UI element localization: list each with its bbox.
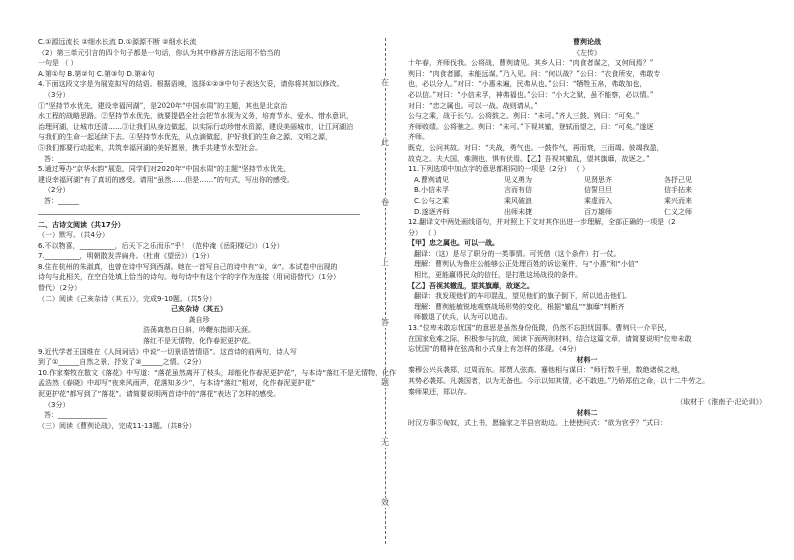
q11-option-c[interactable] bbox=[414, 197, 766, 208]
q11-option-cell: 仁义之师 bbox=[664, 207, 692, 216]
q11-option-cell: A.曹刿请见 bbox=[414, 175, 449, 184]
binding-char: 此 bbox=[378, 138, 392, 148]
q11-option-cell: 见义勇为 bbox=[504, 175, 532, 184]
q3-option-cd: C.①源远流长 ②细水长流 D.①源源不断 ②细水长流 bbox=[38, 38, 197, 46]
part3-heading: （三）阅读《曹刿论战》，完成11-13题。（共8分） bbox=[38, 421, 196, 430]
q11-option-cell: 乘兴而来 bbox=[664, 196, 692, 205]
poem-title: 己亥杂诗（其五） bbox=[171, 305, 227, 314]
q5-stem: 5.通过筹办“京华水韵”展览，同学们对2020年“中国水周”的主题“坚持节水优先， bbox=[38, 165, 291, 174]
binding-char: 答 bbox=[378, 318, 392, 328]
q4-passage-line: 与我们的生命一起延续下去。④坚持节水优先，从点滴做起，护好我们的生命之源、文明之源， bbox=[38, 133, 332, 142]
q12-stem: 12.翻译文中两处画线语句，并对照上下文对其作出进一步理解，全部正确的一项是（2 bbox=[408, 218, 676, 227]
q11-option-cell: 各抒己见 bbox=[664, 175, 692, 184]
q10-line: 孟浩然《春晓》中却写“夜来风雨声，花落知多少”，与本诗“落红”相对，化作春泥更护花” bbox=[38, 379, 316, 388]
passage-line: 齐师。 bbox=[408, 133, 429, 142]
q3-2-stem: （2）第三单元引言的四个句子都是一句话，你认为其中修辞方法运用不恰当的 bbox=[38, 48, 281, 57]
q13-line: 忘忧国”的精神在弦高和小式身上有怎样的体现。（4分） bbox=[408, 345, 581, 354]
binding-char: 效 bbox=[378, 498, 392, 508]
q13-line: 13.“位卑未敢忘忧国”的意思是虽然身份低微，仍然不忘担忧国事。曹刿只一介平民， bbox=[408, 324, 672, 333]
right-column bbox=[408, 38, 766, 430]
binding-char: 题 bbox=[378, 378, 392, 388]
binding-dashed-line bbox=[385, 38, 386, 544]
q5-score: （2分） bbox=[44, 186, 70, 195]
q11-option-cell: B.小信未孚 bbox=[414, 186, 450, 195]
poem-line: 落红不是无情物，化作春泥更护花。 bbox=[143, 337, 255, 346]
q11-option-a[interactable] bbox=[414, 176, 766, 187]
q12-yi-line: 理解：曹刿能敏锐地观察战场形势的变化，根据“辙乱”“旗靡”判断齐 bbox=[414, 302, 625, 311]
passage-source: 《左传》 bbox=[573, 48, 601, 57]
poem-author: 龚自珍 bbox=[188, 315, 210, 324]
left-column bbox=[38, 38, 397, 432]
binding-char: 在 bbox=[378, 78, 392, 88]
binding-char: 无 bbox=[378, 438, 392, 448]
part2-heading: （二）阅读《己亥杂诗（其五）》，完成9-10题。（共5分） bbox=[38, 294, 216, 303]
q4-answer-line[interactable]: 答：______________________________ bbox=[44, 154, 163, 163]
passage-line: 刿曰：“肉食者鄙，未能远谋。”乃入见。问：“何以战？”公曰：“衣食所安，弗敢专 bbox=[408, 69, 661, 78]
q3-2-stem-cont: 一句是 （ ） bbox=[38, 59, 78, 68]
q4-score: （3分） bbox=[44, 90, 70, 99]
passage-line: 对曰：“忠之属也。可以一战。战则请从。” bbox=[408, 101, 538, 110]
q11-option-cell: 乘风破浪 bbox=[504, 196, 532, 205]
q6: 6.不以物喜，__________，后天下之乐而乐”乎！（范仲淹《岳阳楼记》）（1分） bbox=[38, 241, 284, 250]
q10-line: 10.作家秦牧在散文《落花》中写道：“落花虽然离开了枝头，却能化作春泥更护花”，与本诗“落红不是无情物，化作 bbox=[38, 368, 397, 377]
q11-option-cell: 乘虚而入 bbox=[584, 196, 612, 205]
q12-yi-heading: 【乙】吾视其辙乱，望其旗靡，故逐之。 bbox=[408, 281, 534, 290]
passage-line: 公与之乘，战于长勺。公将鼓之。刿曰：“未可。”齐人三鼓。刿曰：“可矣。” bbox=[408, 112, 640, 121]
q12-jia-line: 相比，更能赢得民众的信任，是打胜这场战役的条件。 bbox=[414, 271, 582, 280]
q11-option-cell: 言而有信 bbox=[504, 186, 532, 195]
binding-char: 上 bbox=[378, 258, 392, 268]
q5-stem-cont: 建设幸福河湖”有了真切的感受。请用“虽然……但是……”的句式，写出你的感受。 bbox=[38, 175, 294, 184]
q12-jia-line: 理解：曹刿认为鲁庄公能够公正处理百姓的诉讼案件，与“小惠”和“小信” bbox=[414, 260, 639, 269]
section2-heading: 二、古诗文阅读（共17分） bbox=[38, 220, 125, 229]
q11-option-d[interactable] bbox=[414, 208, 766, 219]
q11-option-cell: C.公与之乘 bbox=[414, 196, 450, 205]
q11-options bbox=[408, 176, 766, 218]
q4-passage-line: 治理河湖，让城市还清……③让我们从身边做起，以实际行动珍惜水资源，建设美丽城市，让江河湖泊 bbox=[38, 122, 353, 131]
passage-line: 齐师败绩。公将驰之。刿曰：“未可。”下视其辙，登轼而望之，曰：“可矣。”遂逐 bbox=[408, 122, 654, 131]
q7: 7.__________，明朝散发弄扁舟。（杜甫《望岳》）（1分） bbox=[38, 252, 214, 261]
q12-stem-cont: 分） （ ） bbox=[408, 228, 441, 237]
q11-option-cell: 见贤思齐 bbox=[584, 175, 612, 184]
passage-title: 曹刿论战 bbox=[573, 38, 601, 46]
material1-line: 秦师果还，郑以存。 bbox=[408, 387, 471, 396]
part1-heading: （一）默写。（共4分） bbox=[38, 231, 109, 240]
q11-stem: 11.下列选项中加点字的意思都相同的一项是（2分） （ ） bbox=[408, 165, 590, 174]
q12-jia-heading: 【甲】忠之属也。可以一战。 bbox=[408, 239, 499, 248]
poem-line: 浩荡离愁白日斜，吟鞭东指即天涯。 bbox=[143, 326, 255, 335]
passage-line: 也，必以分人。”对曰：“小惠未遍，民弗从也。”公曰：“牺牲玉帛，弗敢加也， bbox=[408, 80, 647, 89]
q11-option-b[interactable] bbox=[414, 186, 766, 197]
material1-line: 秦穆公兴兵袭郑，过周而东。郑贾人弦高、蹇他相与谋曰：“师行数千里，数绝诸侯之地， bbox=[408, 366, 685, 375]
material1-source: （取材于《淮南子·氾论训》） bbox=[676, 398, 766, 407]
material2-title: 材料二 bbox=[576, 408, 598, 417]
q8-line: 替代）（2分） bbox=[38, 284, 81, 293]
q11-option-cell: 出师未捷 bbox=[504, 207, 532, 216]
q11-option-cell: 信誓旦旦 bbox=[584, 186, 612, 195]
q13-line: 在国家危难之际，积极参与抗敌，阅读下面两则材料，结合这篇文章，请简要说明“位卑未敢 bbox=[408, 334, 692, 343]
passage-line: 既克，公问其故。对曰：“夫战，勇气也。一鼓作气，再而衰，三而竭。彼竭我盈， bbox=[408, 143, 664, 152]
q12-jia-line: 翻译：（这）是尽了职分的一类事情。可凭借（这个条件）打一仗。 bbox=[414, 249, 621, 258]
q4-passage-line: ①“坚持节水优先，建设幸福河湖”，是2020年“中国水周”的主题，其也是北京治 bbox=[38, 101, 288, 110]
q9-line: 9.近代学者王国维在《人间词话》中说“一切景语皆情语”。这首诗的前两句，诗人写 bbox=[38, 347, 297, 356]
section-divider bbox=[38, 214, 360, 215]
binding-margin bbox=[372, 38, 400, 544]
q8-line: 8.住在杭州的朱淑真，也曾在诗中写到西湖。她在一首写自己的诗中有“①，②”。本试卷中出现的 bbox=[38, 262, 338, 271]
material1-line: 其势必袭郑。凡袭国者，以为无备也。今示以知其情，必不敢进。”乃矫郑伯之命，以十二牛劳之。 bbox=[408, 377, 710, 385]
q11-option-cell: 百万雄师 bbox=[584, 207, 612, 216]
q11-option-cell: D.遂逐齐师 bbox=[414, 207, 450, 216]
q10-answer-line[interactable]: 答：______________ bbox=[44, 411, 107, 420]
q4-passage-line: ⑤我们都要行动起来，共筑幸福河湖的美好愿景，携手共建节水型社会。 bbox=[38, 143, 262, 152]
q12-yi-line: 师撤退了伏兵，认为可以追击。 bbox=[414, 313, 512, 322]
material1-title: 材料一 bbox=[576, 355, 598, 364]
q4-stem: 4.下面这段文字是为展览拟写的结语。根据语境，选择①②③中句子表达欠妥，请你将其加以修改。 bbox=[38, 80, 344, 89]
passage-line: 故克之。夫大国，难测也，惧有伏焉。【乙】吾视其辙乱，望其旗靡，故逐之。” bbox=[408, 154, 650, 163]
q10-score: （3分） bbox=[44, 400, 70, 409]
q9-line: 到了①______自然之景，抒发了②______之情。（2分） bbox=[38, 358, 206, 367]
q10-line: 泥更护花”都写到了“落花”。请简要说明两首诗中的“落花”表达了怎样的感受。 bbox=[38, 390, 281, 398]
q11-option-cell: 信手拈来 bbox=[664, 186, 692, 195]
q4-passage-line: 水工程的战略思路。②坚持节水优先，就要提倡全社会把节水视为义务，培育节水、爱水、惜水意识， bbox=[38, 112, 353, 121]
passage-line: 十年春，齐师伐我。公将战，曹刿请见。其乡人曰：“肉食者谋之，又何间焉？” bbox=[408, 59, 654, 68]
material2-line: 时汉方事⑤匈奴，式上书，愿输家之半县官助边。上使使问式：“欲为官乎？”式曰： bbox=[408, 419, 668, 428]
q8-line: 诗句与此相关，在空白处填上恰当的诗句。每句诗中有这个字的字作为连接（用词语替代）（1分） bbox=[38, 273, 340, 282]
binding-char: 卷 bbox=[378, 198, 392, 208]
q12-yi-line: 翻译：我发现他们的车印混乱，望见他们的旗子倒下，所以追击他们。 bbox=[414, 292, 631, 301]
passage-line: 必以信。”对曰：“小信未孚，神弗福也。”公曰：“小大之狱，虽不能察，必以情。” bbox=[408, 90, 654, 99]
q3-2-options: A.第①句 B.第②句 C.第③句 D.第④句 bbox=[38, 69, 155, 78]
q5-answer-line[interactable]: 答：______ bbox=[44, 196, 79, 205]
